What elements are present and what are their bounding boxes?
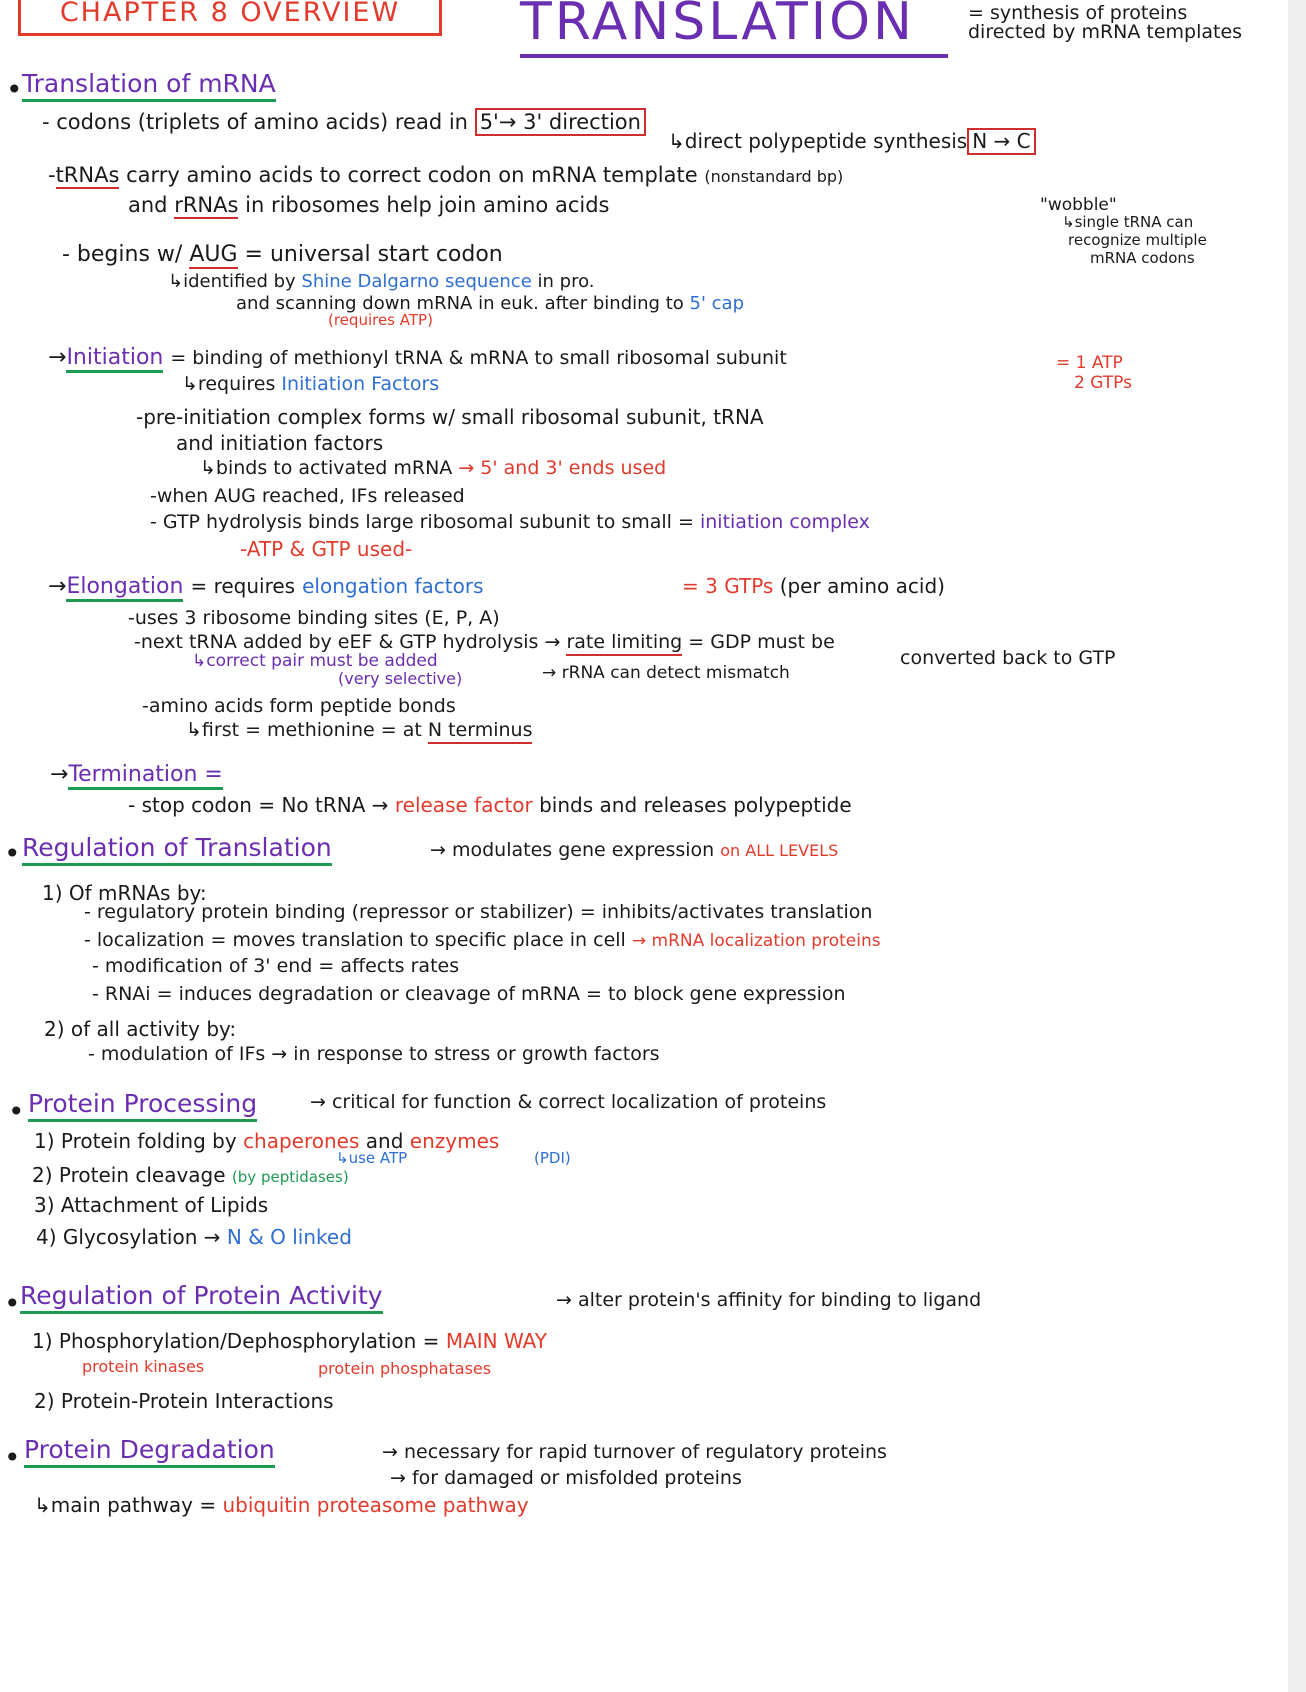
all-levels: on ALL LEVELS xyxy=(720,841,839,860)
identified-text: ↳identified by xyxy=(168,271,296,292)
per-amino-acid: (per amino acid) xyxy=(779,574,945,598)
protein-kinases: protein kinases xyxy=(82,1357,205,1376)
initiation-line xyxy=(48,345,787,373)
bullet: • xyxy=(4,837,21,870)
requires-atp-note: (requires ATP) xyxy=(328,311,433,329)
gtp-cost: = 3 GTPs xyxy=(682,574,774,598)
polypeptide-line xyxy=(668,128,1036,155)
chapter-label: CHAPTER 8 OVERVIEW xyxy=(18,0,442,36)
phosphorylation-text: 1) Phosphorylation/Dephosphorylation = xyxy=(32,1329,440,1353)
n-c-box: N → C xyxy=(967,128,1035,155)
elongation-term: Elongation xyxy=(66,574,183,602)
localization-line xyxy=(84,930,881,952)
wobble-note-3: mRNA codons xyxy=(1090,249,1195,267)
heading-text: Protein Processing xyxy=(28,1090,257,1122)
heading-text: Translation of mRNA xyxy=(22,70,276,102)
localization-proteins: → mRNA localization proteins xyxy=(631,931,881,951)
release-factor: release factor xyxy=(394,793,533,817)
section-heading-regulation xyxy=(22,834,332,866)
scanning-line xyxy=(236,294,744,315)
protein-phosphatases: protein phosphatases xyxy=(318,1359,492,1378)
binds-text: ↳binds to activated mRNA xyxy=(200,457,453,479)
initiation-cost-atp: = 1 ATP xyxy=(1056,353,1123,373)
elongation-line xyxy=(48,574,484,602)
dash: - xyxy=(48,163,56,187)
glycosylation-line xyxy=(36,1226,352,1249)
preinit-line: -pre-initiation complex forms w/ small ribosomal subunit, tRNA xyxy=(136,405,764,429)
converted-line: converted back to GTP xyxy=(900,647,1116,669)
bullet: • xyxy=(8,1095,25,1128)
trna-text: carry amino acids to correct codon on mRNA template xyxy=(126,163,698,187)
pro-text: in pro. xyxy=(537,271,595,292)
paper-edge xyxy=(1288,0,1306,1692)
activity-list-heading: 2) of all activity by: xyxy=(44,1017,237,1041)
rnai-line: - RNAi = induces degradation or cleavage of mRNA = to block gene expression xyxy=(92,983,846,1005)
section-heading-degradation xyxy=(24,1436,275,1468)
regulatory-binding-line: - regulatory protein binding (repressor or stabilizer) = inhibits/activates translation xyxy=(84,901,873,923)
requires-text: ↳requires xyxy=(182,373,276,395)
degradation-tail-2: → for damaged or misfolded proteins xyxy=(390,1467,742,1489)
and-text: and xyxy=(365,1129,404,1153)
initiation-def: = binding of methionyl tRNA & mRNA to small ribosomal subunit xyxy=(170,347,787,369)
begins-text: - begins w/ xyxy=(62,242,183,267)
chaperones: chaperones xyxy=(243,1129,360,1153)
very-selective-note: (very selective) xyxy=(338,669,463,688)
termination-term: Termination = xyxy=(68,762,222,790)
ubiquitin-pathway: ubiquitin proteasome pathway xyxy=(222,1493,529,1517)
regulation-tail xyxy=(430,840,838,862)
folding-line xyxy=(34,1130,499,1153)
n-terminus: N terminus xyxy=(428,720,533,744)
main-way: MAIN WAY xyxy=(445,1329,547,1353)
section-heading-activity xyxy=(20,1282,383,1314)
shine-line xyxy=(168,272,595,293)
preinit-line-2: and initiation factors xyxy=(176,431,384,455)
lipids-line: 3) Attachment of Lipids xyxy=(34,1193,269,1217)
five-prime-cap: 5' cap xyxy=(689,293,744,314)
aug-reached-line: -when AUG reached, IFs released xyxy=(150,485,465,507)
title-underline xyxy=(520,54,948,58)
stop-codon-text: - stop codon = No tRNA → xyxy=(128,793,389,817)
rrna-line xyxy=(128,193,609,219)
phosphorylation-line xyxy=(32,1330,547,1353)
initiation-factors: Initiation Factors xyxy=(281,373,440,395)
arrow: → xyxy=(48,345,67,370)
use-atp-note: ↳use ATP xyxy=(336,1149,408,1167)
processing-tail: → critical for function & correct localization of proteins xyxy=(310,1091,827,1113)
mismatch-note: → rRNA can detect mismatch xyxy=(542,663,790,683)
localization-text: - localization = moves translation to specific place in cell xyxy=(84,929,626,951)
binding-sites-line: -uses 3 ribosome binding sites (E, P, A) xyxy=(128,607,500,629)
degradation-tail-1: → necessary for rapid turnover of regulatory proteins xyxy=(382,1441,887,1463)
gdp-text: = GDP must be xyxy=(688,631,835,653)
pdi-note: (PDI) xyxy=(534,1149,571,1167)
shine-dalgarno: Shine Dalgarno sequence xyxy=(301,271,532,292)
codon-line xyxy=(42,108,646,136)
ends-used: → 5' and 3' ends used xyxy=(458,457,667,479)
main-pathway-line xyxy=(34,1494,529,1517)
init-factors-line xyxy=(182,374,439,396)
methionine-line xyxy=(186,720,532,744)
requires-text: = requires xyxy=(190,574,296,598)
wobble-note-2: recognize multiple xyxy=(1068,231,1207,249)
trna-line xyxy=(48,163,843,189)
initiation-complex: initiation complex xyxy=(699,511,870,533)
modulation-ifs-line: - modulation of IFs → in response to stress or growth factors xyxy=(88,1043,660,1065)
trna-term: tRNAs xyxy=(56,163,120,189)
n-o-linked: N & O linked xyxy=(226,1225,352,1249)
cleavage-line xyxy=(32,1164,349,1187)
heading-text: Regulation of Translation xyxy=(22,834,332,866)
heading-text: Protein Degradation xyxy=(24,1436,275,1468)
and-text: and xyxy=(128,193,168,217)
nonstandard-note: (nonstandard bp) xyxy=(704,167,844,186)
folding-text: 1) Protein folding by xyxy=(34,1129,237,1153)
arrow: → xyxy=(48,574,67,599)
scanning-text: and scanning down mRNA in euk. after binding to xyxy=(236,293,684,314)
modulates-text: → modulates gene expression xyxy=(430,839,715,861)
gtp-hydrolysis-line xyxy=(150,512,870,534)
glycosylation-text: 4) Glycosylation → xyxy=(36,1225,221,1249)
peptide-bonds-line: -amino acids form peptide bonds xyxy=(142,695,456,717)
main-pathway-text: ↳main pathway = xyxy=(34,1493,217,1517)
codon-text: - codons (triplets of amino acids) read in xyxy=(42,110,468,134)
mrna-list-heading: 1) Of mRNAs by: xyxy=(42,881,207,905)
initiation-term: Initiation xyxy=(66,345,163,373)
protein-interactions-line: 2) Protein-Protein Interactions xyxy=(34,1389,334,1413)
stop-codon-line xyxy=(128,794,852,817)
aug-line xyxy=(62,242,503,269)
first-text: ↳first = methionine = at xyxy=(186,719,422,741)
rate-limiting: rate limiting xyxy=(566,632,682,656)
modification-line: - modification of 3' end = affects rates xyxy=(92,955,460,977)
correct-pair-note: ↳correct pair must be added xyxy=(192,651,438,671)
enzymes: enzymes xyxy=(409,1129,500,1153)
rrna-term: rRNAs xyxy=(174,193,238,219)
polypeptide-text: ↳direct polypeptide synthesis xyxy=(668,129,968,153)
heading-text: Regulation of Protein Activity xyxy=(20,1282,383,1314)
next-trna-text: -next tRNA added by eEF & GTP hydrolysis → xyxy=(134,631,561,653)
direction-box: 5'→ 3' direction xyxy=(475,108,646,136)
start-codon-text: = universal start codon xyxy=(244,242,503,267)
releases-text: binds and releases polypeptide xyxy=(539,793,852,817)
elongation-cost xyxy=(682,575,945,598)
wobble-note-1: ↳single tRNA can xyxy=(1062,213,1194,231)
elongation-factors: elongation factors xyxy=(302,574,484,598)
arrow: → xyxy=(50,762,69,787)
peptidases-note: (by peptidases) xyxy=(231,1168,349,1186)
bullet: • xyxy=(6,73,23,106)
atp-gtp-used: -ATP & GTP used- xyxy=(240,537,413,561)
gtp-text: - GTP hydrolysis binds large ribosomal subunit to small = xyxy=(150,511,694,533)
rrna-text: in ribosomes help join amino acids xyxy=(245,193,610,217)
section-heading-translation xyxy=(22,70,276,102)
section-heading-processing xyxy=(28,1090,257,1122)
title-definition: = synthesis of proteins directed by mRNA templates xyxy=(968,2,1243,43)
bullet: • xyxy=(4,1441,21,1474)
aug-term: AUG xyxy=(189,242,237,269)
activity-tail: → alter protein's affinity for binding to ligand xyxy=(556,1289,982,1311)
bullet: • xyxy=(4,1287,21,1320)
cleavage-text: 2) Protein cleavage xyxy=(32,1163,226,1187)
page-title: TRANSLATION xyxy=(520,0,915,52)
wobble-label: "wobble" xyxy=(1040,195,1117,215)
initiation-cost-gtp: 2 GTPs xyxy=(1074,373,1132,393)
binds-line xyxy=(200,458,666,480)
termination-line xyxy=(50,762,223,790)
